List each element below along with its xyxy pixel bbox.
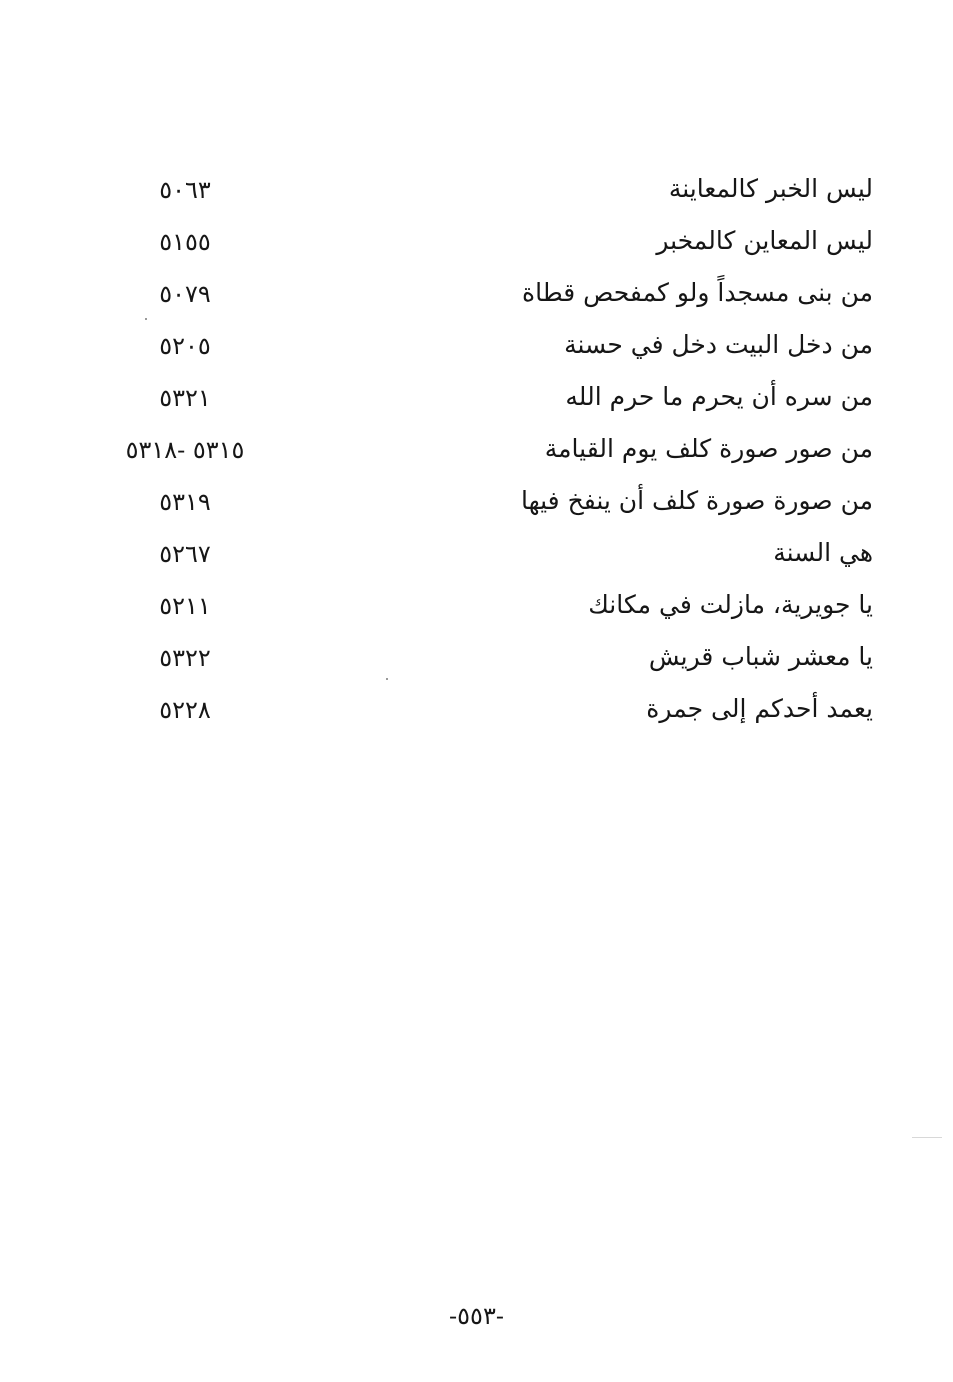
entry-text: من صور صورة كلف يوم القيامة [544, 434, 873, 463]
entry-text: ليس المعاين كالمخبر [656, 226, 873, 255]
index-entry [0, 530, 953, 582]
entry-text: ليس الخبر كالمعاينة [668, 174, 873, 203]
entry-reference-number: ٥٢٦٧ [159, 540, 211, 568]
entry-reference-number: ٥٢١١ [159, 592, 211, 620]
index-entry [0, 686, 953, 738]
scan-speck [145, 318, 147, 320]
index-entry [0, 270, 953, 322]
index-entry [0, 322, 953, 374]
entry-reference-number: ٥٠٧٩ [159, 280, 211, 308]
entry-text: من صورة صورة كلف أن ينفخ فيها [520, 486, 873, 515]
entry-reference-number: ٥٣١٩ [159, 488, 211, 516]
index-entry [0, 582, 953, 634]
page-number: -٥٥٣- [449, 1302, 504, 1330]
entry-text: يا معشر شباب قريش [648, 642, 873, 671]
entry-reference-number: ٥٣٢١ [159, 384, 211, 412]
entry-text: يا جويرية، مازلت في مكانك [588, 590, 873, 619]
hadith-index-list [0, 166, 953, 738]
entry-text: من سره أن يحرم ما حرم الله [565, 382, 873, 411]
entry-reference-number: ٥١٥٥ [159, 228, 211, 256]
scan-artifact [912, 1137, 942, 1138]
index-entry [0, 218, 953, 270]
entry-text: يعمد أحدكم إلى جمرة [646, 694, 873, 723]
entry-reference-number: ٥٠٦٣ [159, 176, 211, 204]
entry-text: من بنى مسجداً ولو كمفحص قطاة [522, 278, 873, 307]
index-entry [0, 374, 953, 426]
entry-reference-number: ٥٣٢٢ [159, 644, 211, 672]
index-entry [0, 426, 953, 478]
scan-speck [386, 678, 388, 680]
entry-text: من دخل البيت دخل في حسنة [564, 330, 873, 359]
index-entry [0, 166, 953, 218]
index-entry [0, 478, 953, 530]
entry-reference-number: ٥٢٠٥ [159, 332, 211, 360]
entry-text: هي السنة [773, 538, 873, 567]
index-entry [0, 634, 953, 686]
entry-reference-number: ٥٢٢٨ [159, 696, 211, 724]
entry-reference-number: ٥٣١٥ -٥٣١٨ [125, 436, 245, 464]
